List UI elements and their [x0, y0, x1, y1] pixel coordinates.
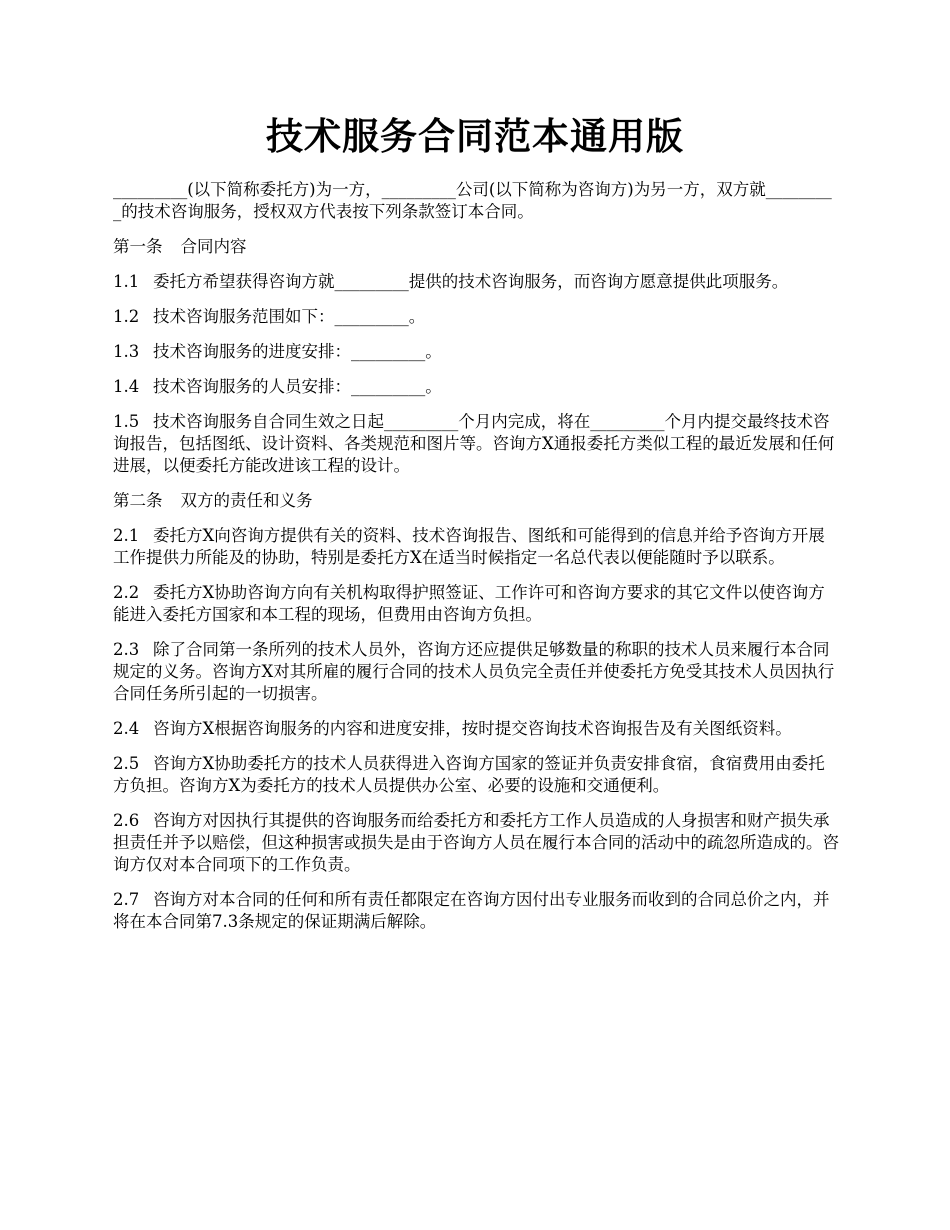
clause-text: 咨询方X协助委托方的技术人员获得进入咨询方国家的签证并负责安排食宿，食宿费用由委托方负担。咨询方X为委托方的技术人员提供办公室、必要的设施和交通便利。: [113, 754, 825, 795]
clause-number: 1.3: [113, 342, 140, 361]
clause-1-1: [113, 271, 839, 293]
document-body: [113, 179, 839, 946]
clause-2-4: [113, 718, 839, 740]
clause-number: 2.1: [113, 526, 140, 545]
article-1-title: 合同内容: [180, 237, 247, 256]
clause-text: 技术咨询服务自合同生效之日起_________个月内完成，将在_________个月内提交最终技术咨询报告，包括图纸、设计资料、各类规范和图片等。咨询方X通报委托方类似工程的最近发展和任何进展，以便委托方能改进该工程的设计。: [113, 412, 835, 475]
article-2-number: 第二条: [113, 491, 163, 510]
clause-2-3: [113, 639, 839, 705]
clause-text: 除了合同第一条所列的技术人员外，咨询方还应提供足够数量的称职的技术人员来履行本合同规定的义务。咨询方X对其所雇的履行合同的技术人员负完全责任并使委托方免受其技术人员因执行合同任务所引起的一切损害。: [113, 640, 835, 703]
clause-2-1: [113, 525, 839, 569]
clause-text: 技术咨询服务的人员安排：_________。: [153, 377, 442, 396]
clause-number: 2.7: [113, 890, 140, 909]
clause-2-6: [113, 810, 839, 876]
clause-number: 1.5: [113, 412, 140, 431]
clause-number: 2.3: [113, 640, 140, 659]
document-title: 技术服务合同范本通用版: [266, 114, 684, 158]
clause-text: 委托方希望获得咨询方就_________提供的技术咨询服务，而咨询方愿意提供此项服务。: [153, 272, 789, 291]
clause-number: 2.4: [113, 719, 140, 738]
clause-number: 1.4: [113, 377, 140, 396]
article-2-heading: [113, 490, 839, 512]
clause-2-2: [113, 582, 839, 626]
clause-text: 技术咨询服务范围如下：_________。: [153, 307, 426, 326]
clause-number: 2.2: [113, 583, 140, 602]
article-2-title: 双方的责任和义务: [180, 491, 313, 510]
clause-1-5: [113, 411, 839, 477]
clause-2-5: [113, 753, 839, 797]
clause-1-3: [113, 341, 839, 363]
clause-number: 1.2: [113, 307, 140, 326]
clause-number: 2.5: [113, 754, 140, 773]
clause-text: 委托方X向咨询方提供有关的资料、技术咨询报告、图纸和可能得到的信息并给予咨询方开展工作提供力所能及的协助，特别是委托方X在适当时候指定一名总代表以便能随时予以联系。: [113, 526, 825, 567]
clause-text: 技术咨询服务的进度安排：_________。: [153, 342, 442, 361]
clause-1-4: [113, 376, 839, 398]
clause-text: 咨询方X根据咨询服务的内容和进度安排，按时提交咨询技术咨询报告及有关图纸资料。: [153, 719, 792, 738]
clause-text: 咨询方对本合同的任何和所有责任都限定在咨询方因付出专业服务而收到的合同总价之内，并将在本合同第7.3条规定的保证期满后解除。: [113, 890, 830, 931]
intro-paragraph: _________(以下简称委托方)为一方，_________公司(以下简称为咨询方)为另一方，双方就_________的技术咨询服务，授权双方代表按下列条款签订本合同。: [113, 180, 832, 221]
clause-2-7: [113, 889, 839, 933]
clause-number: 1.1: [113, 272, 140, 291]
article-1-number: 第一条: [113, 237, 163, 256]
article-1-heading: [113, 236, 839, 258]
clause-text: 委托方X协助咨询方向有关机构取得护照签证、工作许可和咨询方要求的其它文件以使咨询方能进入委托方国家和本工程的现场，但费用由咨询方负担。: [113, 583, 825, 624]
clause-number: 2.6: [113, 811, 140, 830]
clause-1-2: [113, 306, 839, 328]
clause-text: 咨询方对因执行其提供的咨询服务而给委托方和委托方工作人员造成的人身损害和财产损失承担责任并予以赔偿，但这种损害或损失是由于咨询方人员在履行本合同的活动中的疏忽所造成的。咨询方仅对本合同项下的工作负责。: [113, 811, 839, 874]
